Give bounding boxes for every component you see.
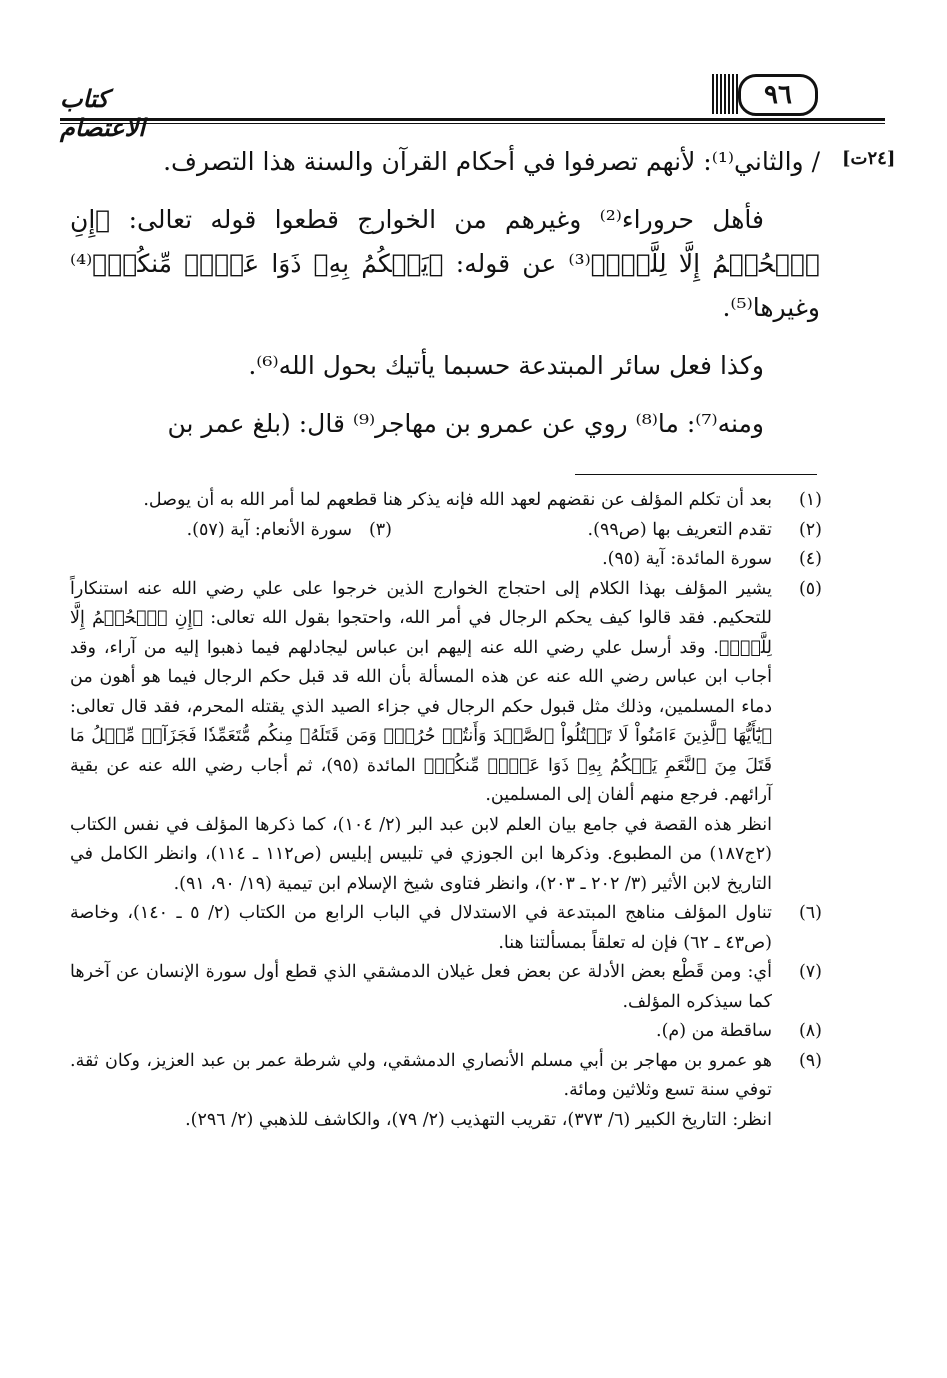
main-paragraph: / والثاني⁽¹⁾: لأنهم تصرفوا في أحكام القرآن والسنة هذا التصرف. xyxy=(163,147,820,176)
footnote-number: (٢) xyxy=(798,519,822,540)
footnote-number: (٤) xyxy=(798,549,822,569)
footnote-number: (٦) xyxy=(798,903,822,923)
footnote xyxy=(187,516,392,546)
footnote-number: (٩) xyxy=(798,1050,822,1071)
footnote xyxy=(70,958,822,1017)
footnote xyxy=(70,1017,822,1047)
footnote-text: سورة المائدة: آية (٩٥). xyxy=(602,549,772,569)
header-ornament xyxy=(712,74,738,114)
main-paragraph: وكذا فعل سائر المبتدعة حسبما يأتيك بحول الله⁽⁶⁾. xyxy=(248,351,764,380)
footnote-number: (٨) xyxy=(798,1021,822,1041)
header-rule-thin xyxy=(60,123,885,124)
footnote-text: سورة الأنعام: آية (٥٧). xyxy=(186,519,352,540)
page-number: ٩٦ xyxy=(738,74,818,116)
footnote-continuation: انظر: التاريخ الكبير (٦/ ٣٧٣)، تقريب التهذيب (٢/ ٧٩)، والكاشف للذهبي (٢/ ٢٩٦). xyxy=(185,1109,772,1130)
main-paragraph: ومنه⁽⁷⁾: ما⁽⁸⁾ روي عن عمرو بن مهاجر⁽⁹⁾ قال: (بلغ عمر بن xyxy=(167,409,764,438)
footnote-text: ساقطة من (م). xyxy=(656,1021,772,1041)
main-paragraph: فأهل حروراء⁽²⁾ وغيرهم من الخوارج قطعوا قوله تعالى: ﴿إِنِ ٱلۡحُكۡمُ إِلَّا لِلَّهِۖ﴾⁽³⁾ عن قوله: ﴿يَحۡكُمُ بِهِۦ ذَوَا عَدۡلٖ مِّنكُمۡ﴾⁽⁴⁾ وغيرها⁽⁵⁾. xyxy=(70,205,821,322)
footnote-text: هو عمرو بن مهاجر بن أبي مسلم الأنصاري الدمشقي، ولي شرطة عمر بن عبد العزيز، وكان ثقة. توفي سنة تسع وثلاثين ومائة. xyxy=(70,1050,772,1100)
footnote-text: تقدم التعريف بها (ص٩٩). xyxy=(587,519,772,540)
footnote xyxy=(70,1047,822,1106)
footnote-text: بعد أن تكلم المؤلف عن نقضهم لعهد الله فإنه يذكر هنا قطعهم لما أمر الله به أن يوصل. xyxy=(143,490,772,510)
footnote xyxy=(70,575,822,811)
footnote-number: (٣) xyxy=(368,519,392,540)
footnote-number: (١) xyxy=(798,490,822,510)
footnote-text: تناول المؤلف مناهج المبتدعة في الاستدلال في الباب الرابع من الكتاب (٢/ ٥ ـ ١٤٠)، وخاصة (ص٤٣ ـ ٦٢) فإن له تعلقاً بمسألتنا هنا. xyxy=(70,903,772,953)
footnote xyxy=(70,899,822,958)
footnote-text: أي: ومن قَطْع بعض الأدلة عن بعض فعل غيلان الدمشقي الذي قطع أول سورة الإنسان عن آخرها كما سيذكره المؤلف. xyxy=(70,962,772,1012)
footnote xyxy=(70,486,822,516)
footnotes xyxy=(70,486,822,1135)
footnote-text: يشير المؤلف بهذا الكلام إلى احتجاج الخوارج الذين خرجوا على علي رضي الله عنه استنكاراً للتحكيم. فقد قالوا كيف يحكم الرجال في أمر الله، واحتجوا بقول الله تعالى: ﴿إِنِ ٱلۡحُكۡمُ إِلَّا لِلَّهِۖ﴾. وقد أرسل علي رضي الله عنه إليهم ابن عباس ليجادلهم فيما ذهبوا إليه من آراء، وقد أجاب ابن عباس رضي الله عنه عن هذه المسألة بأن الله قد قبل حكم الرجال فيما هو أهون من دماء المسلمين، وذلك مثل قبول حكم الرجال في جزاء الصيد الذي يقتله المحرم، فقد قال تعالى: ﴿يَٰٓأَيُّهَا ٱلَّذِينَ ءَامَنُواْ لَا تَقۡتُلُواْ ٱلصَّيۡدَ وَأَنتُمۡ حُرُمٞۚ وَمَن قَتَلَهُۥ مِنكُم مُّتَعَمِّدٗا فَجَزَآءٞ مِّثۡلُ مَا قَتَلَ مِنَ ٱلنَّعَمِ يَحۡكُمُ بِهِۦ ذَوَا عَدۡلٖ مِّنكُمۡ﴾ المائدة (٩٥)، ثم أجاب رضي الله عنه عن بقية آرائهم. فرجع منهم ألفان إلى المسلمين. xyxy=(70,578,772,805)
manuscript-marker: [٢٤ت] xyxy=(842,148,896,169)
footnote-number: (٥) xyxy=(798,578,822,599)
footnote-continuation: انظر هذه القصة في جامع بيان العلم لابن عبد البر (٢/ ١٠٤)، كما ذكرها المؤلف في نفس الكتاب (٢ج١٨٧) من المطبوع. وذكرها ابن الجوزي في تلبيس إبليس (ص١١٢ ـ ١١٤)، وانظر الكامل في التاريخ لابن الأثير (٣/ ٢٠٢ ـ ٢٠٣)، وانظر فتاوى شيخ الإسلام ابن تيمية (١٩/ ٩٠، ٩١). xyxy=(70,814,772,894)
footnote-number: (٧) xyxy=(798,962,822,982)
footnote-separator xyxy=(575,474,817,475)
header-rule xyxy=(60,118,885,121)
main-text xyxy=(70,140,820,460)
running-header-title: كتاب الاعتصام xyxy=(60,84,145,142)
footnote-row xyxy=(70,516,822,546)
footnote xyxy=(70,545,822,575)
